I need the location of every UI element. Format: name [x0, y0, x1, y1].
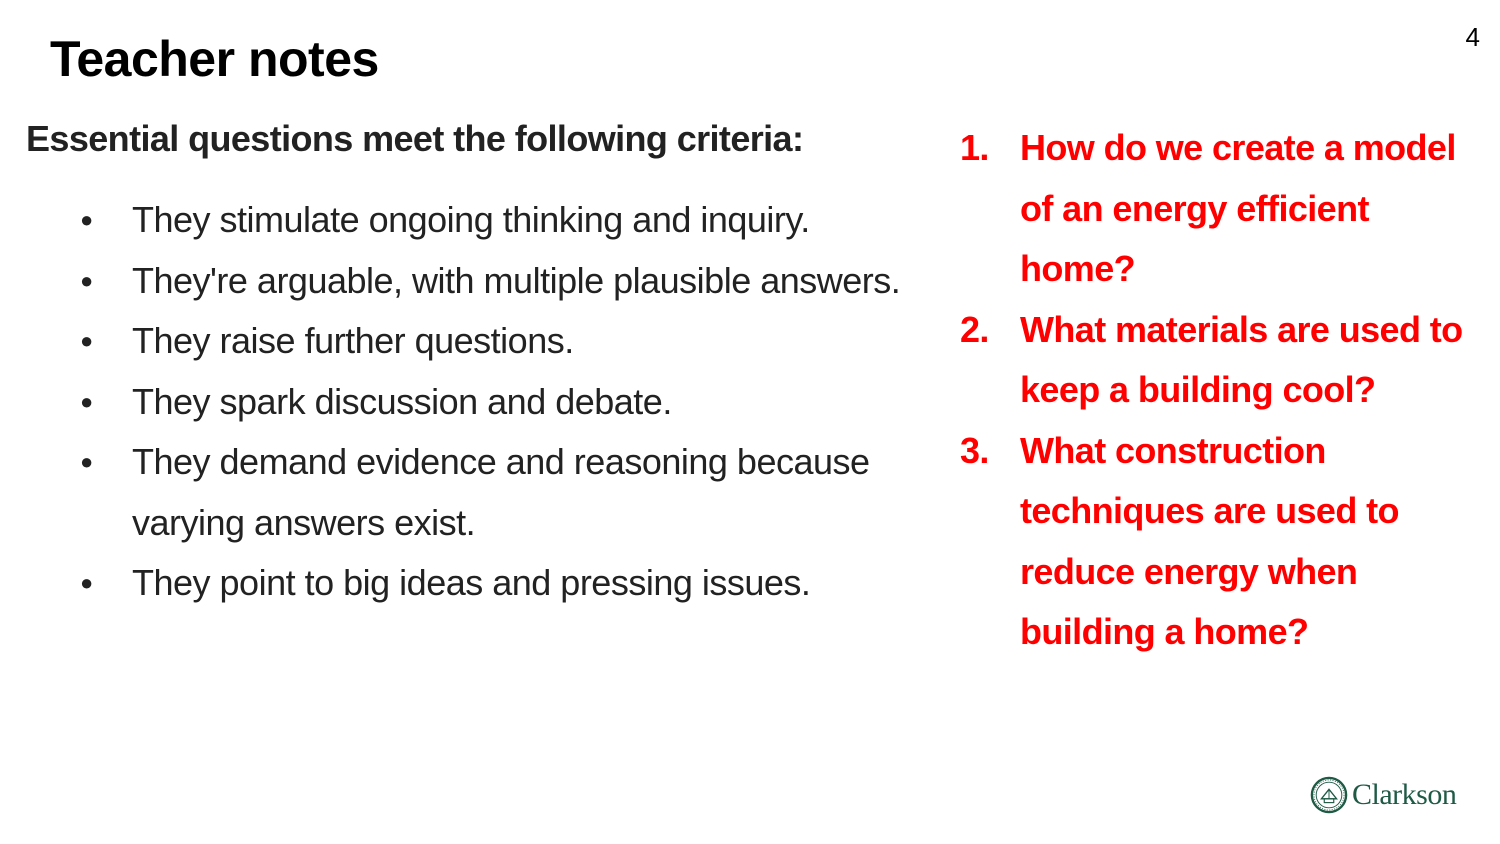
question-text: What construction techniques are used to reduce energy when building a home?	[1020, 429, 1399, 652]
questions-list	[960, 118, 1480, 663]
bullet-icon: ●	[80, 207, 93, 232]
criteria-item-text: They spark discussion and debate.	[132, 380, 672, 422]
criteria-item	[0, 553, 965, 614]
criteria-item	[0, 432, 965, 553]
criteria-item-text: They stimulate ongoing thinking and inquiry.	[132, 199, 810, 240]
question-number: 1.	[960, 127, 989, 168]
criteria-item	[0, 190, 965, 251]
criteria-item-text: They demand evidence and reasoning because varying answers exist.	[132, 441, 870, 543]
question-number: 2.	[960, 308, 989, 350]
criteria-heading: Essential questions meet the following criteria:	[26, 118, 804, 159]
question-item	[960, 300, 1480, 421]
slide-number: 4	[1465, 22, 1480, 52]
criteria-item	[0, 372, 965, 433]
bullet-icon: ●	[80, 328, 93, 353]
criteria-item-text: They raise further questions.	[132, 320, 574, 361]
bullet-icon: ●	[80, 449, 93, 474]
criteria-item	[0, 251, 965, 312]
question-number: 3.	[960, 429, 989, 471]
criteria-item-text: They point to big ideas and pressing issues.	[132, 562, 811, 603]
bullet-icon: ●	[80, 570, 93, 595]
bullet-icon: ●	[80, 388, 93, 414]
question-item	[960, 118, 1480, 300]
clarkson-logo	[1310, 774, 1456, 816]
question-item	[960, 421, 1480, 663]
bullet-icon: ●	[80, 267, 93, 293]
clarkson-seal-icon	[1310, 776, 1348, 814]
logo-text: Clarkson	[1352, 778, 1457, 811]
criteria-item	[0, 311, 965, 372]
criteria-item-text: They're arguable, with multiple plausible answers.	[132, 259, 901, 301]
page-title: Teacher notes	[50, 31, 379, 87]
question-text: What materials are used to keep a building cool?	[1020, 308, 1463, 410]
criteria-list	[0, 190, 965, 614]
question-text: How do we create a model of an energy efficient home?	[1020, 127, 1456, 289]
